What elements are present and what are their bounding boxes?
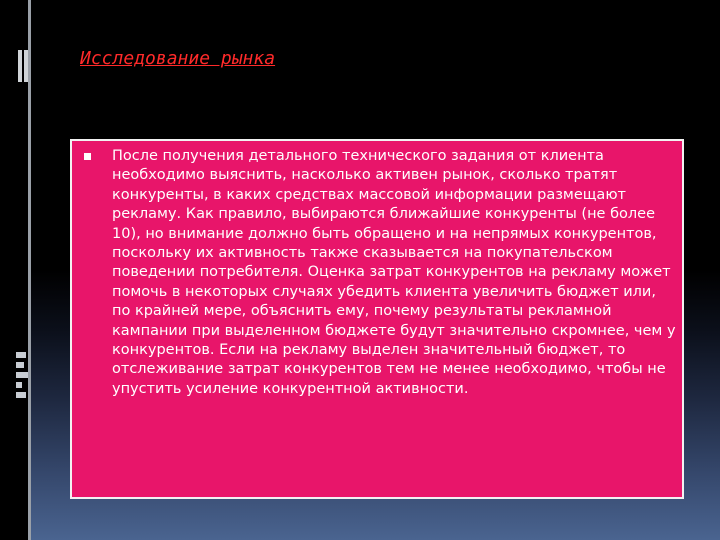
side-decoration-icon (16, 352, 28, 402)
content-box (70, 139, 684, 499)
square-bullet-icon (84, 153, 91, 160)
slide-title: Исследование рынка (80, 48, 276, 69)
double-bar-marker-icon (18, 50, 28, 82)
bullet-text: После получения детального технического задания от клиента необходимо выяснить, насколько активен рынок, сколько тратят конкуренты, в каких средствах массовой информации размещают рекламу. Как правило, выбираются ближайшие конкуренты (не более 10), но внимание должно быть обращено и на непрямых конкурентов, поскольку их активность также сказывается на покупательском поведении потребителя. Оценка затрат конкурентов на рекламу может помочь в некоторых случаях убедить клиента увеличить бюджет или, по крайней мере, объяснить ему, почему результаты рекламной кампании при выделенном бюджете будут значительно скромнее, чем у конкурентов. Если на рекламу выделен значительный бюджет, то отслеживание затрат конкурентов тем не менее необходимо, чтобы не упустить усиление конкурентной активности. (112, 148, 676, 397)
left-edge-line (28, 0, 31, 540)
